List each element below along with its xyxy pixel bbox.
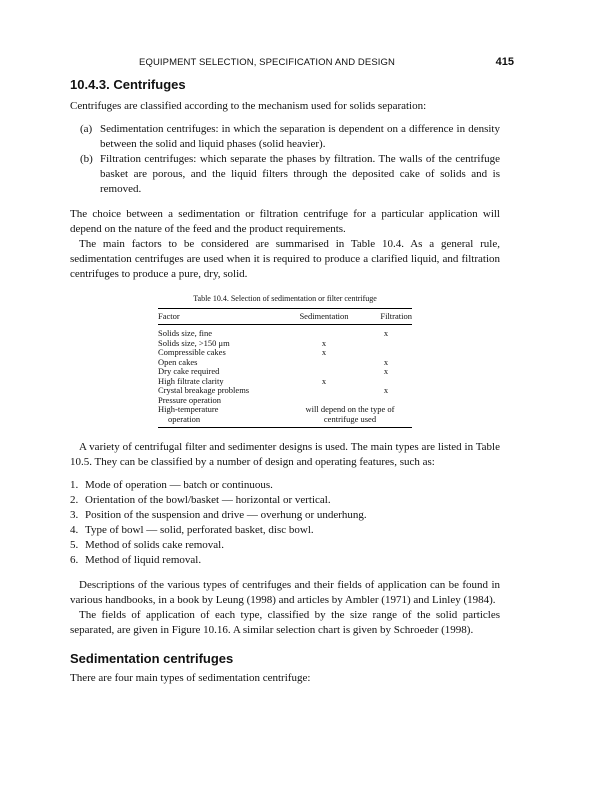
section-heading: 10.4.3. Centrifuges xyxy=(70,77,186,92)
list-item-number: 6. xyxy=(70,554,79,566)
table-note-cell xyxy=(288,405,412,428)
table-cell: Solids size, >150 μm xyxy=(158,337,230,348)
list-item xyxy=(80,122,500,152)
table-cell xyxy=(288,325,360,339)
list-item xyxy=(70,553,500,568)
running-title: EQUIPMENT SELECTION, SPECIFICATION AND DESIGN xyxy=(139,57,395,68)
table-cell: x xyxy=(321,337,327,348)
paragraph: Descriptions of the various types of centrifuges and their fields of application can be found in various handbooks, in a book by Leung (1998) and articles by Ambler (1971) and Linley (1984). xyxy=(70,579,500,606)
table-cell: Solids size, fine xyxy=(158,328,213,338)
list-item-number: 1. xyxy=(70,479,79,491)
table-row xyxy=(158,325,412,339)
list-item-text: Method of solids cake removal. xyxy=(85,539,224,551)
table-cell xyxy=(288,358,360,368)
features-list xyxy=(70,478,500,568)
paragraph: The main factors to be considered are summarised in Table 10.4. As a general rule, sedimentation centrifuges are used when it is required to produce a clarified liquid, and filtration centrifuges to produce a pure, dry, solid. xyxy=(70,238,500,280)
table-cell: x xyxy=(383,328,389,338)
list-item-text: Position of the suspension and drive — overhung or underhung. xyxy=(85,509,367,521)
table-cell-line: High-temperature xyxy=(158,404,219,414)
paragraph: The fields of application of each type, classified by the size range of the solid particles separated, are given in Figure 10.16. A similar selection chart is given by Schroeder (1998). xyxy=(70,609,500,636)
page-number: 415 xyxy=(495,56,514,68)
list-item-number: 3. xyxy=(70,509,79,521)
paragraph: A variety of centrifugal filter and sedimenter designs is used. The main types are listed in Table 10.5. They can be classified by a number of design and operating features, such as: xyxy=(70,441,500,468)
list-item-text: Mode of operation — batch or continuous. xyxy=(85,479,273,491)
table-cell: Pressure operation xyxy=(158,394,222,405)
table-cell: Compressible cakes xyxy=(158,347,226,357)
list-item-text: Method of liquid removal. xyxy=(85,554,202,566)
paragraph: The choice between a sedimentation or filtration centrifuge for a particular application will depend on the nature of the feed and the product requirements. xyxy=(70,208,500,235)
list-item xyxy=(70,538,500,553)
table-cell: x xyxy=(383,385,389,395)
table-cell: Open cakes xyxy=(158,356,198,367)
page-content xyxy=(70,76,500,686)
table-cell: x xyxy=(383,366,389,376)
table-header-sedimentation: Sedimentation xyxy=(288,309,360,325)
table-cell-line: centrifuge used xyxy=(323,413,377,424)
table-header-filtration: Filtration xyxy=(360,309,412,325)
table-cell: x xyxy=(321,347,327,357)
selection-table xyxy=(158,294,412,428)
section-intro: Centrifuges are classified according to the mechanism used for solids separation: xyxy=(70,100,427,112)
list-item-text: Type of bowl — solid, perforated basket, disc bowl. xyxy=(85,524,314,536)
list-item-number: 2. xyxy=(70,494,79,506)
list-item-number: 4. xyxy=(70,524,79,536)
table-cell: x xyxy=(321,375,327,386)
table-cell: x xyxy=(383,356,389,367)
list-item xyxy=(70,508,500,523)
list-item-text: Sedimentation centrifuges: in which the separation is dependent on a difference in density between the solid and liquid phases (solid heavier). xyxy=(100,123,500,150)
list-item-text: Orientation of the bowl/basket — horizontal or vertical. xyxy=(85,494,331,506)
table-cell-line: operation xyxy=(168,413,201,424)
table-cell-line: will depend on the type of xyxy=(305,404,395,414)
list-item xyxy=(80,152,500,197)
table-caption: Table 10.4. Selection of sedimentation or filter centrifuge xyxy=(193,294,377,303)
subsection-intro: There are four main types of sedimentation centrifuge: xyxy=(70,672,311,684)
table-cell: Dry cake required xyxy=(158,366,220,376)
table-header-factor: Factor xyxy=(158,309,288,325)
list-item xyxy=(70,493,500,508)
list-item-tag: (b) xyxy=(80,153,93,165)
table-row xyxy=(158,405,412,428)
table-cell xyxy=(360,339,412,349)
list-item-text: Filtration centrifuges: which separate the phases by filtration. The walls of the centrifuge basket are porous, and the liquid filters through the deposited cake of solids and is removed. xyxy=(100,153,500,195)
running-header xyxy=(0,56,612,70)
subsection-heading: Sedimentation centrifuges xyxy=(70,651,234,666)
list-item xyxy=(70,523,500,538)
list-item xyxy=(70,478,500,493)
list-item-number: 5. xyxy=(70,539,79,551)
classification-list xyxy=(80,122,500,197)
table-cell xyxy=(158,405,288,428)
table-cell: High filtrate clarity xyxy=(158,375,224,386)
table-cell: Crystal breakage problems xyxy=(158,385,250,395)
table-cell xyxy=(288,386,360,396)
list-item-tag: (a) xyxy=(80,123,93,135)
